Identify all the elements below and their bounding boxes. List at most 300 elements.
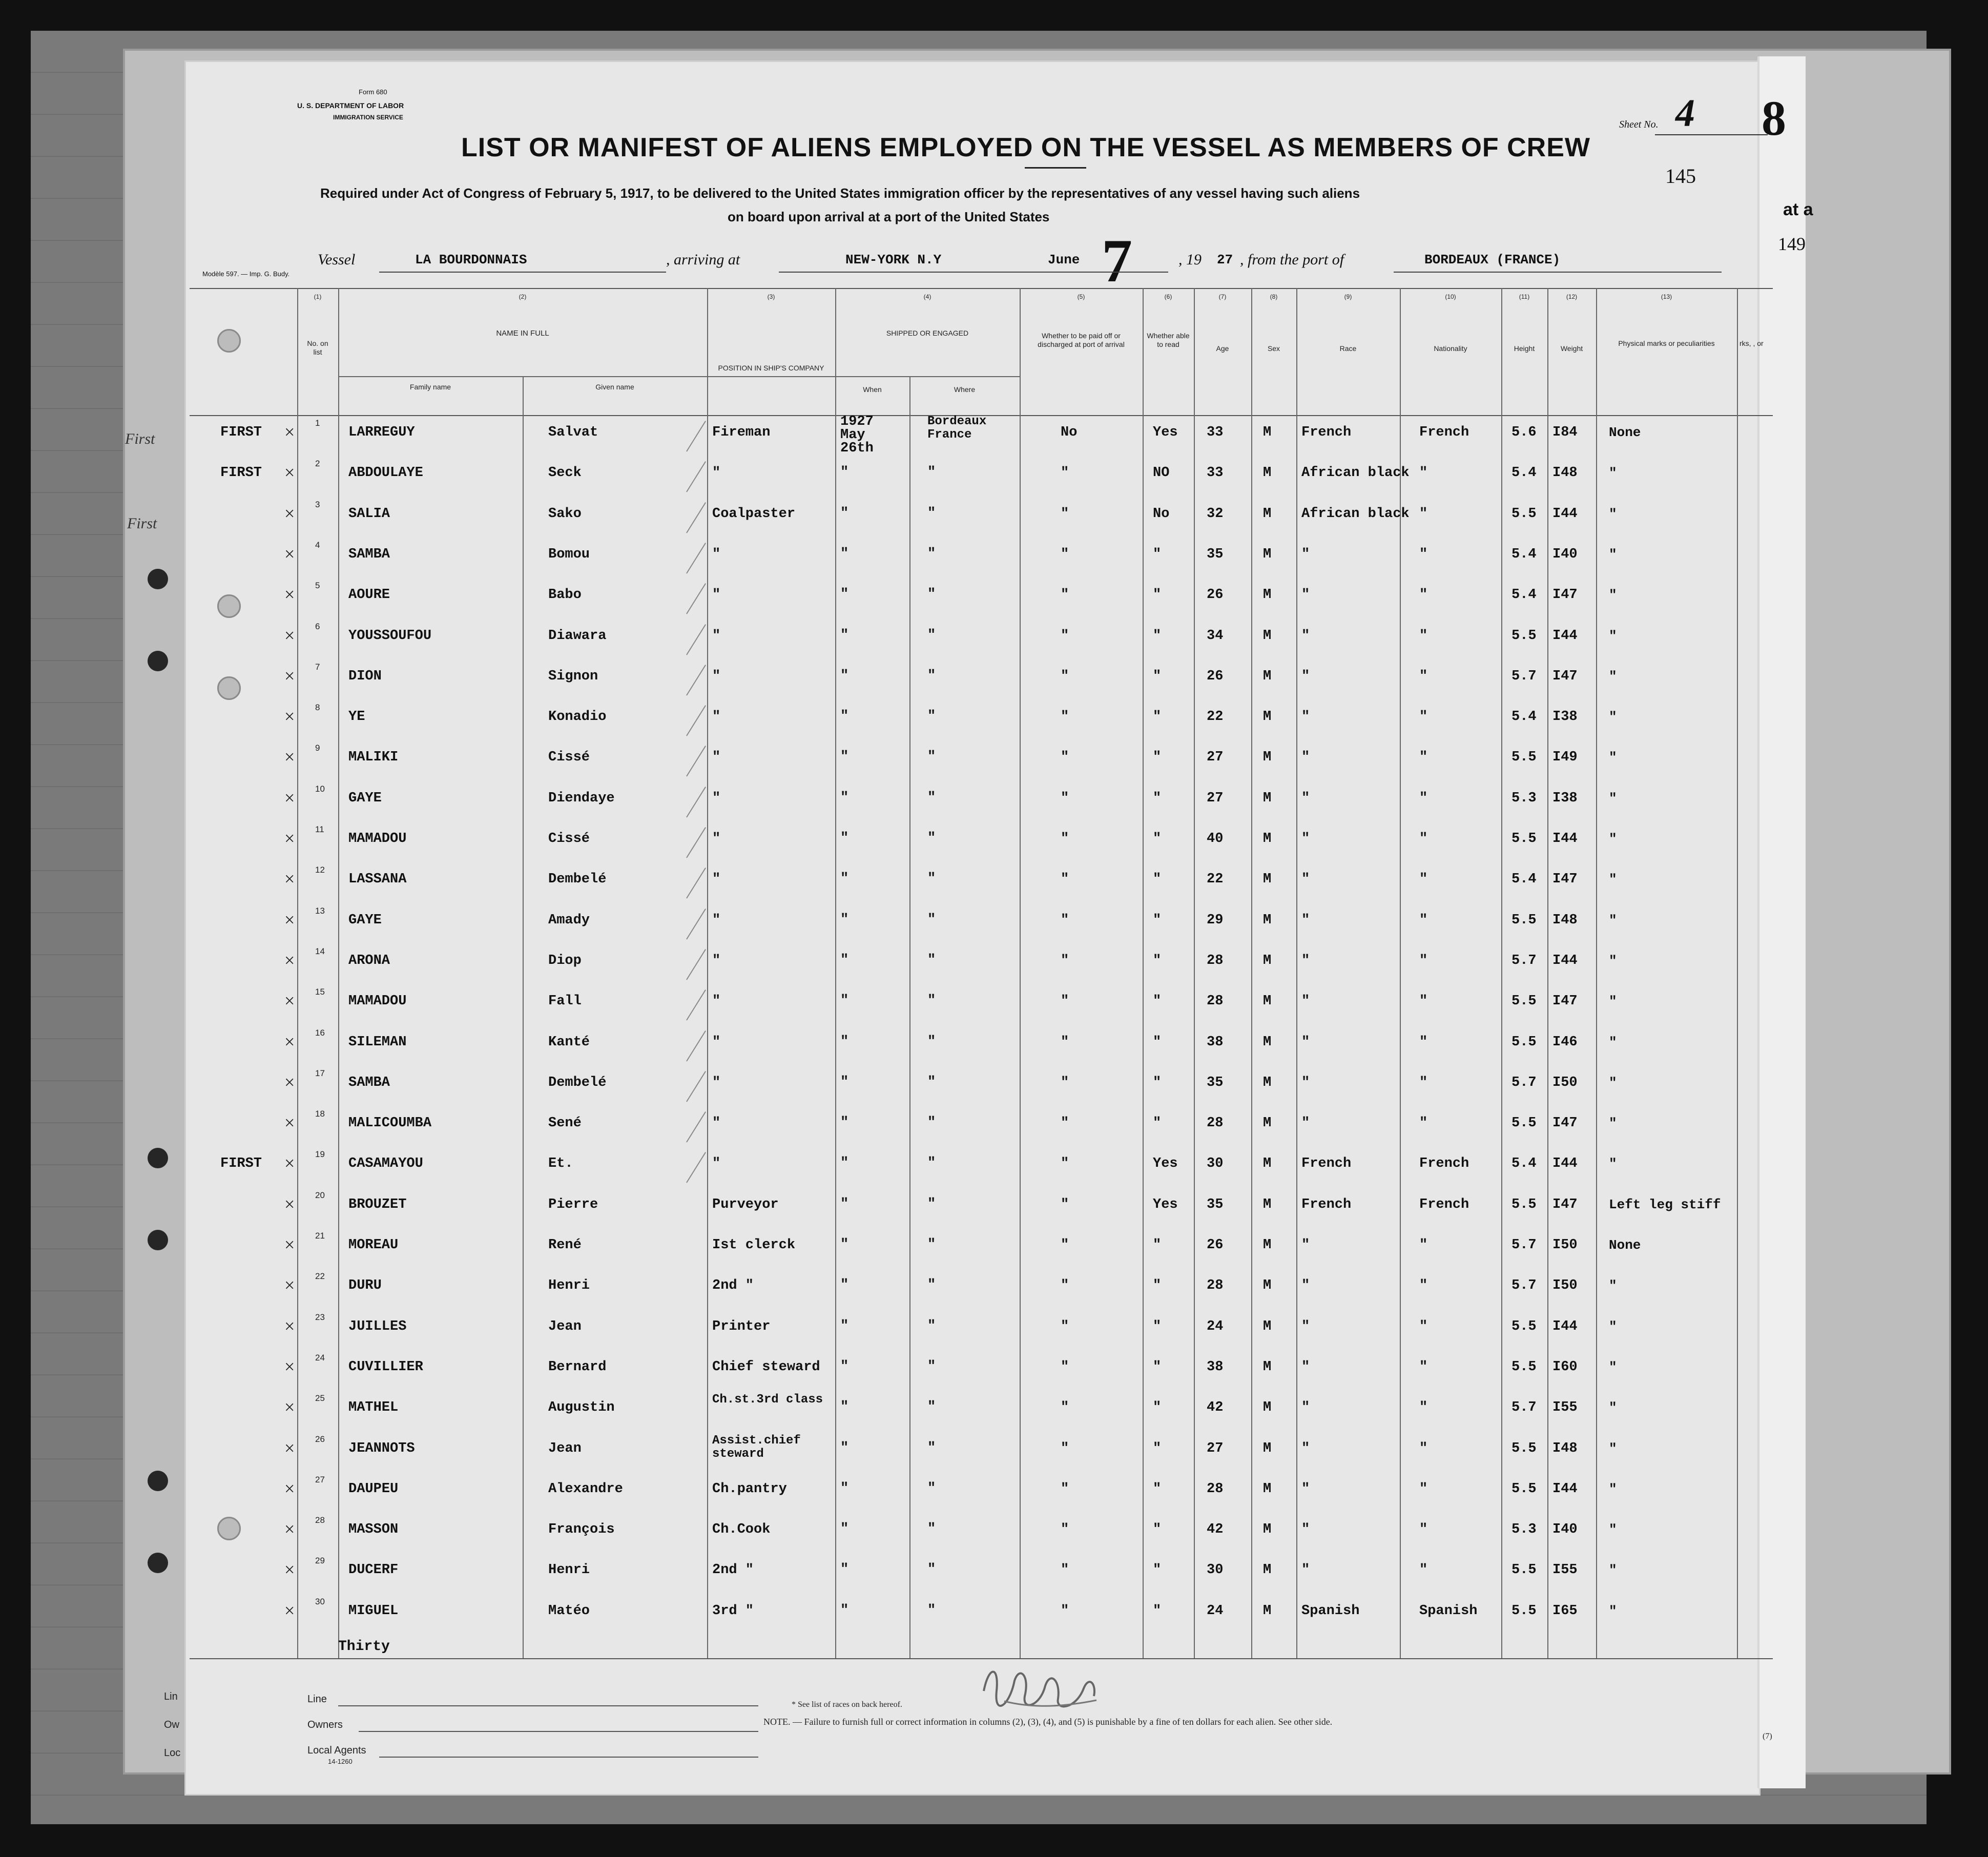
footer-line-label: Line [307,1694,327,1705]
row-number: 1 [315,418,320,428]
cell-race: " [1301,912,1310,928]
cell-when: " [840,1440,849,1456]
cell-read: " [1153,1278,1162,1294]
row-number: 17 [315,1068,325,1078]
cell-read: Yes [1153,1156,1178,1172]
cell-sex: M [1263,1237,1272,1253]
cell-height: 5.4 [1511,1156,1537,1172]
cell-when: " [840,1237,849,1252]
cell-given: Diendaye [548,790,615,806]
cell-weight: I40 [1552,1522,1578,1538]
cell-where: " [927,1602,936,1618]
cell-weight: I38 [1552,790,1578,806]
cell-marks: " [1609,994,1617,1009]
margin-note-first: First [127,515,157,532]
cell-race: " [1301,1481,1310,1497]
punch-hole [148,651,168,671]
cell-sex: M [1263,668,1272,684]
cell-when: " [840,1034,849,1049]
cell-when: " [840,1562,849,1578]
row-number: 4 [315,540,320,550]
cell-given: François [548,1522,615,1538]
cell-height: 5.4 [1511,465,1537,481]
cell-position: " [712,872,721,888]
cell-where: " [927,546,936,562]
cell-family: YE [348,709,365,725]
cell-given: Sené [548,1116,582,1131]
cell-marks: " [1609,831,1617,847]
row-number: 13 [315,905,325,916]
cell-paid: " [1061,790,1069,806]
cell-paid: " [1061,1116,1069,1131]
row-class-mark: FIRST [220,1156,262,1172]
department-name: U. S. DEPARTMENT OF LABOR [297,101,404,110]
cell-given: Henri [548,1562,590,1578]
cell-nationality: " [1419,1481,1428,1497]
cell-race: " [1301,1562,1310,1578]
table-row [190,824,1773,869]
cell-read: " [1153,1116,1162,1131]
cell-nationality: " [1419,750,1428,766]
check-x-mark: × [284,787,295,808]
cell-nationality: " [1419,465,1428,481]
cell-height: 5.4 [1511,587,1537,603]
cell-age: 42 [1207,1400,1224,1416]
cell-marks: " [1609,1116,1617,1131]
cell-given: Bomou [548,546,590,562]
cell-weight: I48 [1552,1440,1578,1456]
table-row [190,1312,1773,1357]
cell-height: 5.5 [1511,1440,1537,1456]
cell-position: Coalpaster [712,506,796,522]
check-x-mark: × [284,1153,295,1174]
cell-age: 28 [1207,953,1224,968]
check-x-mark: × [284,828,295,849]
column-number: (7) [1218,293,1227,300]
cell-read: " [1153,668,1162,684]
cell-race: " [1301,1034,1310,1050]
cell-when: " [840,912,849,927]
officer-signature [974,1660,1107,1717]
check-tick [686,787,706,817]
cell-read: " [1153,709,1162,725]
arrival-month: June [1048,252,1080,267]
cell-where: " [927,505,936,521]
cell-position: 2nd " [712,1278,754,1294]
row-number: 10 [315,783,325,794]
cell-given: Cissé [548,831,590,847]
cell-marks: " [1609,1318,1617,1334]
cell-height: 5.5 [1511,831,1537,847]
cell-sex: M [1263,709,1272,725]
cell-paid: " [1061,1034,1069,1050]
table-row [190,662,1773,707]
cell-paid: " [1061,628,1069,644]
cell-paid: " [1061,1440,1069,1456]
row-number: 25 [315,1393,325,1404]
cell-nationality: " [1419,790,1428,806]
side-label-lin: Lin [164,1691,178,1702]
sheet-number-label: Sheet No. [1619,119,1659,130]
cell-family: MATHEL [348,1400,399,1416]
cell-read: Yes [1153,425,1178,440]
check-tick [686,502,706,533]
service-name: IMMIGRATION SERVICE [333,114,403,121]
check-x-mark: × [284,909,295,930]
cell-when: " [840,668,849,684]
cell-when: " [840,1277,849,1293]
cell-when: " [840,587,849,603]
cell-family: DURU [348,1278,382,1294]
cell-sex: M [1263,994,1272,1009]
cell-family: LASSANA [348,872,407,888]
cell-marks: Left leg stiff [1609,1196,1721,1212]
check-tick [686,827,706,858]
table-row [190,621,1773,666]
cell-age: 42 [1207,1522,1224,1538]
cell-race: African black [1301,465,1410,481]
check-tick [686,624,706,655]
cell-marks: " [1609,1522,1617,1538]
cell-age: 30 [1207,1156,1224,1172]
check-tick [686,1030,706,1061]
cell-marks: " [1609,1562,1617,1578]
header-physical-marks: Physical marks or peculiarities [1618,339,1715,347]
cell-given: René [548,1237,582,1253]
cell-where: " [927,627,936,643]
cell-where: " [927,668,936,684]
cell-paid: " [1061,1359,1069,1375]
cell-nationality: " [1419,1278,1428,1294]
cell-height: 5.7 [1511,953,1537,968]
cell-paid: " [1061,1278,1069,1294]
cell-given: Babo [548,587,582,603]
cell-given: Signon [548,668,598,684]
cell-race: " [1301,953,1310,968]
cell-marks: " [1609,953,1617,968]
cell-marks: None [1609,1237,1641,1253]
cell-paid: " [1061,1156,1069,1172]
check-tick [686,705,706,736]
cell-race: " [1301,994,1310,1009]
row-number: 15 [315,987,325,997]
table-row [190,946,1773,991]
check-x-mark: × [284,747,295,768]
column-number: (3) [767,293,775,300]
cell-race: " [1301,1359,1310,1375]
table-row [190,1556,1773,1600]
punch-hole [148,1148,168,1168]
cell-race: Spanish [1301,1603,1360,1619]
cell-position: " [712,628,721,644]
cell-paid: " [1061,872,1069,888]
cell-height: 5.5 [1511,994,1537,1009]
cell-read: " [1153,546,1162,562]
table-row [190,1271,1773,1316]
cell-family: CUVILLIER [348,1359,423,1375]
cell-race: " [1301,1237,1310,1253]
cell-marks: " [1609,790,1617,806]
footer-agents-rule [379,1757,758,1758]
cell-where: " [927,1196,936,1212]
arrival-day: 7 [1102,226,1132,295]
cell-age: 40 [1207,831,1224,847]
cell-where: " [927,1440,936,1456]
row-number: 16 [315,1027,325,1038]
row-number: 28 [315,1515,325,1525]
cell-race: " [1301,1075,1310,1090]
vessel-name: LA BOURDONNAIS [415,252,527,267]
cell-paid: " [1061,912,1069,928]
cell-position: " [712,709,721,725]
footer-seven: (7) [1763,1732,1772,1741]
cell-height: 5.5 [1511,1116,1537,1131]
cell-where: " [927,1034,936,1049]
from-port-label: , from the port of [1240,251,1344,268]
cell-sex: M [1263,1562,1272,1578]
cell-when: " [840,871,849,887]
row-number: 27 [315,1474,325,1484]
check-x-mark: × [284,543,295,564]
form-number: Form 680 [359,88,387,96]
row-number: 24 [315,1352,325,1363]
cell-marks: " [1609,668,1617,684]
cell-where: " [927,1480,936,1496]
cell-weight: I44 [1552,506,1578,522]
cell-height: 5.5 [1511,1034,1537,1050]
cell-nationality: " [1419,1318,1428,1334]
cell-weight: I47 [1552,1116,1578,1131]
cell-sex: M [1263,1278,1272,1294]
cell-sex: M [1263,1318,1272,1334]
cell-weight: I48 [1552,912,1578,928]
cell-nationality: " [1419,1237,1428,1253]
cell-paid: " [1061,506,1069,522]
cell-age: 24 [1207,1318,1224,1334]
cell-age: 29 [1207,912,1224,928]
cell-nationality: " [1419,709,1428,725]
cell-race: African black [1301,506,1410,522]
row-number: 9 [315,743,320,753]
cell-family: SAMBA [348,546,390,562]
cell-race: " [1301,1318,1310,1334]
cell-race: " [1301,668,1310,684]
cell-nationality: " [1419,1440,1428,1456]
cell-family: ARONA [348,953,390,968]
sheet-number-value: 4 [1675,92,1695,135]
cell-where: " [927,1358,936,1374]
cell-race: " [1301,1116,1310,1131]
cell-read: " [1153,1034,1162,1050]
cell-read: " [1153,790,1162,806]
cell-weight: I44 [1552,1156,1578,1172]
footnote-penalty: NOTE. — Failure to furnish full or correct information in columns (2), (3), (4), and (5) is punishable by a fine of ten dollars for each alien. See other side. [763,1717,1333,1727]
cell-age: 22 [1207,872,1224,888]
table-row [190,1068,1773,1113]
row-number: 14 [315,946,325,956]
table-row [190,581,1773,625]
cell-nationality: French [1419,425,1469,440]
cell-when: " [840,1156,849,1171]
cell-given: Kanté [548,1034,590,1050]
cell-read: " [1153,1481,1162,1497]
footer-line-rule [338,1705,758,1706]
cell-age: 22 [1207,709,1224,725]
margin-note-first: First [125,430,155,447]
cell-when: 1927 May 26th [840,414,874,456]
table-row [190,1352,1773,1397]
cell-paid: " [1061,587,1069,603]
check-tick [686,868,706,898]
cell-position: " [712,668,721,684]
cell-read: " [1153,994,1162,1009]
column-number: (2) [519,293,527,300]
column-number: (10) [1445,293,1456,300]
cell-nationality: French [1419,1156,1469,1172]
cell-read: " [1153,750,1162,766]
cell-age: 24 [1207,1603,1224,1619]
cell-weight: I55 [1552,1562,1578,1578]
cell-position: " [712,546,721,562]
header-weight: Weight [1560,344,1583,353]
check-x-mark: × [284,1193,295,1214]
cell-position: " [712,994,721,1009]
cell-position: " [712,465,721,481]
cell-paid: " [1061,1481,1069,1497]
cell-paid: " [1061,709,1069,725]
cell-when: " [840,790,849,806]
cell-height: 5.5 [1511,1359,1537,1375]
cell-when: " [840,1399,849,1415]
cell-weight: I50 [1552,1075,1578,1090]
row-number: 2 [315,459,320,469]
cell-age: 27 [1207,1440,1224,1456]
cell-family: JEANNOTS [348,1440,415,1456]
cell-race: " [1301,1278,1310,1294]
cell-height: 5.4 [1511,872,1537,888]
cell-marks: " [1609,1075,1617,1090]
cell-where: " [927,831,936,846]
cell-position: " [712,1116,721,1131]
cell-race: " [1301,1440,1310,1456]
stamp-number-145: 145 [1665,164,1696,188]
cell-when: " [840,1358,849,1374]
cell-age: 28 [1207,994,1224,1009]
cell-weight: I47 [1552,1196,1578,1212]
cell-marks: " [1609,872,1617,888]
cell-age: 26 [1207,1237,1224,1253]
cell-weight: I47 [1552,668,1578,684]
cell-weight: I47 [1552,994,1578,1009]
table-row [190,540,1773,585]
cell-given: Diawara [548,628,607,644]
cell-age: 35 [1207,1075,1224,1090]
cell-sex: M [1263,790,1272,806]
cell-race: French [1301,1196,1352,1212]
cell-height: 5.4 [1511,709,1537,725]
header-position: POSITION IN SHIP'S COMPANY [718,364,824,372]
column-number: (12) [1566,293,1578,300]
row-number: 29 [315,1556,325,1566]
cell-sex: M [1263,912,1272,928]
row-number: 21 [315,1231,325,1241]
check-x-mark: × [284,584,295,605]
cell-where: " [927,952,936,968]
cell-race: " [1301,1400,1310,1416]
row-number: 30 [315,1596,325,1606]
table-row [190,1596,1773,1641]
cell-weight: I84 [1552,425,1578,440]
cell-read: " [1153,1318,1162,1334]
cell-read: Yes [1153,1196,1178,1212]
check-tick [686,665,706,695]
cell-position: " [712,790,721,806]
cell-sex: M [1263,872,1272,888]
cell-when: " [840,1602,849,1618]
cell-weight: I48 [1552,465,1578,481]
cell-weight: I47 [1552,587,1578,603]
cell-sex: M [1263,750,1272,766]
cell-weight: I47 [1552,872,1578,888]
stamp-number-149: 149 [1778,234,1806,254]
cell-where: " [927,912,936,927]
sheet-number-rule [1655,134,1768,135]
column-number: (8) [1270,293,1278,300]
cell-given: Cissé [548,750,590,766]
header-able-to-read: Whether able to read [1147,332,1190,348]
cell-family: MASSON [348,1522,399,1538]
cell-marks: " [1609,912,1617,928]
row-class-mark: FIRST [220,425,262,440]
row-number: 5 [315,581,320,591]
punch-hole [148,1553,168,1573]
cell-height: 5.7 [1511,1278,1537,1294]
cell-family: MOREAU [348,1237,399,1253]
cell-position: " [712,831,721,847]
table-row [190,783,1773,829]
header-given-name: Given name [595,383,634,391]
cell-race: French [1301,1156,1352,1172]
check-x-mark: × [284,1356,295,1377]
cell-family: GAYE [348,912,382,928]
row-number: 11 [315,824,324,834]
check-x-mark: × [284,1600,295,1621]
cell-marks: " [1609,546,1617,562]
punch-hole [148,1230,168,1250]
cell-read: NO [1153,465,1170,481]
cell-position: Fireman [712,425,771,440]
table-top-rule [190,288,1773,289]
check-x-mark: × [284,950,295,971]
cell-where: " [927,1074,936,1090]
cell-when: " [840,1074,849,1090]
cell-age: 32 [1207,506,1224,522]
cell-read: " [1153,1237,1162,1253]
cell-position: 2nd " [712,1562,754,1578]
cell-when: " [840,505,849,521]
cell-race: " [1301,587,1310,603]
column-number: (11) [1519,293,1530,300]
cell-marks: " [1609,750,1617,766]
cell-given: Diop [548,953,582,968]
cell-marks: " [1609,506,1617,522]
cell-nationality: " [1419,1522,1428,1538]
cell-read: " [1153,912,1162,928]
cell-when: " [840,627,849,643]
cell-nationality: " [1419,1400,1428,1416]
cell-where: " [927,709,936,725]
shipped-subheader-rule [835,376,1020,377]
